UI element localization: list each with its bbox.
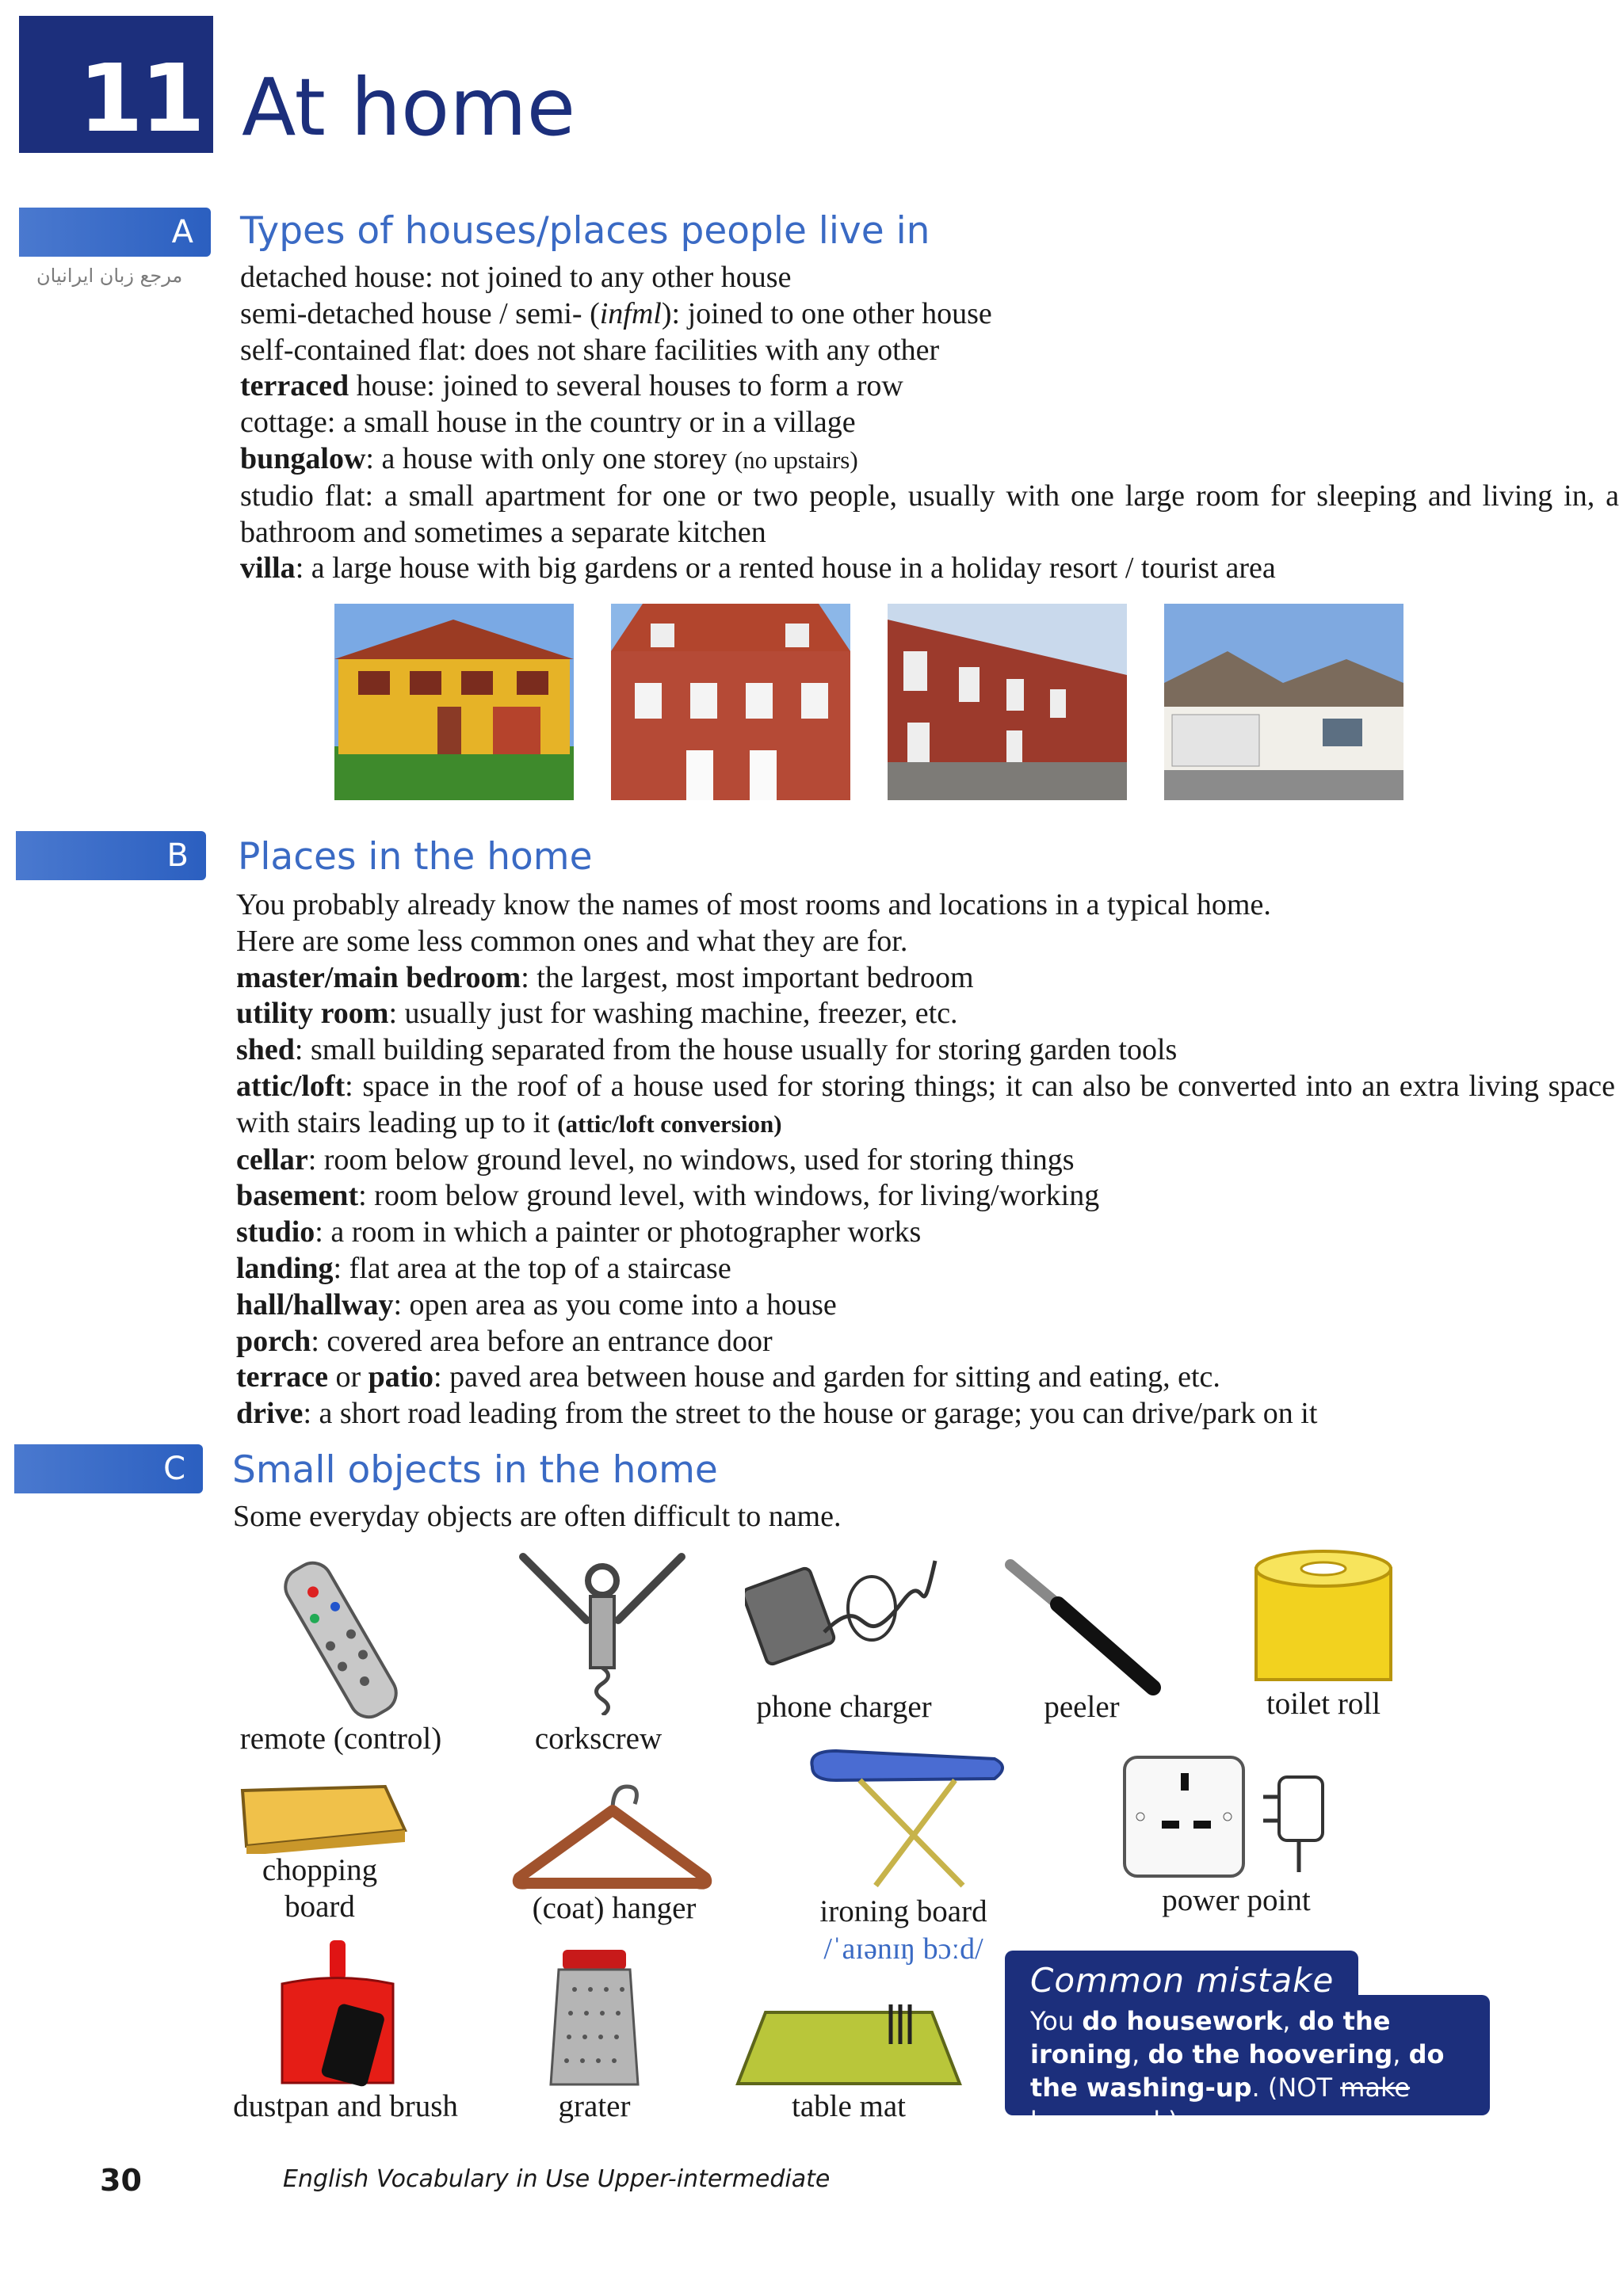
ironing-board-icon	[804, 1747, 1010, 1890]
def-bungalow: bungalow: a house with only one storey (no upstairs)	[240, 441, 858, 475]
section-c-title: Small objects in the home	[232, 1448, 718, 1492]
dustpan-and-brush-icon	[274, 1936, 401, 2087]
def-villa: villa: a large house with big gardens or a rented house in a holiday resort / tourist area	[240, 551, 1276, 585]
coat-hanger-label: (coat) hanger	[532, 1891, 697, 1925]
grater-icon	[547, 1946, 642, 2088]
chopping-board-label	[235, 1852, 405, 1925]
def-semi-detached: semi-detached house / semi- (infml): joined to one other house	[240, 296, 992, 330]
section-b-tab	[16, 831, 206, 880]
def-attic: attic/loft: space in the roof of a house used for storing things; it can also be converted into an extra living space with stairs leading up to it (attic/loft conversion)	[236, 1069, 1615, 1139]
section-b-title: Places in the home	[238, 835, 593, 879]
def-basement: basement: room below ground level, with windows, for living/working	[236, 1179, 1100, 1213]
section-c-letter: C	[163, 1451, 185, 1487]
def-studio: studio: a room in which a painter or photographer works	[236, 1215, 922, 1249]
unit-number: 11	[78, 44, 202, 153]
def-utility-room: utility room: usually just for washing machine, freezer, etc.	[236, 997, 958, 1031]
ironing-board-phonetic: /ˈaɪənɪŋ bɔːd/	[823, 1932, 983, 1966]
watermark-text: مرجع زبان ایرانیان	[36, 265, 183, 287]
detached-house-photo	[334, 604, 574, 800]
bungalow-photo	[1164, 604, 1403, 800]
intro-line-1: You probably already know the names of most rooms and locations in a typical home.	[236, 888, 1271, 921]
def-shed: shed: small building separated from the house usually for storing garden tools	[236, 1033, 1178, 1067]
section-a-title: Types of houses/places people live in	[240, 209, 930, 253]
dustpan-and-brush-label: dustpan and brush	[233, 2089, 458, 2123]
chopping-board-label-2: board	[285, 1890, 355, 1924]
page-title: At home	[242, 61, 576, 154]
page-number: 30	[100, 2163, 142, 2198]
peeler-label: peeler	[1044, 1690, 1120, 1724]
corkscrew-label: corkscrew	[534, 1722, 663, 1756]
coat-hanger-icon	[511, 1779, 713, 1890]
peeler-icon	[1002, 1557, 1161, 1695]
section-a-letter: A	[171, 214, 193, 250]
toilet-roll-icon	[1252, 1549, 1395, 1684]
remote-control-icon	[262, 1553, 420, 1727]
section-c-tab	[14, 1444, 203, 1493]
def-detached: detached house: not joined to any other house	[240, 261, 792, 294]
remote-control-label: remote (control)	[239, 1722, 442, 1756]
def-hallway: hall/hallway: open area as you come into a house	[236, 1287, 837, 1322]
book-title: English Vocabulary in Use Upper-intermediate	[283, 2165, 831, 2193]
intro-line-2: Here are some less common ones and what they are for.	[236, 924, 908, 958]
def-master-bedroom: master/main bedroom: the largest, most important bedroom	[236, 960, 974, 994]
unit-number-box	[19, 16, 213, 153]
power-point-icon	[1121, 1753, 1350, 1880]
section-b-letter: B	[166, 837, 189, 874]
def-terrace: terrace or patio: paved area between house and garden for sitting and eating, etc.	[236, 1360, 1220, 1394]
common-mistake-text: You do housework, do the ironing, do the hoovering, do the washing-up. (NOT make housework)	[1030, 2006, 1445, 2136]
def-studio-flat: studio flat: a small apartment for one or two people, usually with one large room for sleeping and living in, a bathroom and sometimes a separate kitchen	[240, 479, 1619, 549]
grater-label: grater	[558, 2089, 631, 2123]
table-mat-label: table mat	[791, 2089, 907, 2123]
corkscrew-icon	[515, 1549, 689, 1715]
common-mistake-heading: Common mistake	[1005, 1951, 1358, 2009]
def-terraced: terraced house: joined to several houses to form a row	[240, 369, 903, 403]
def-self-contained: self-contained flat: does not share facilities with any other	[240, 333, 940, 367]
ironing-board-label: ironing board	[819, 1894, 987, 1928]
chopping-board-icon	[235, 1783, 409, 1854]
power-point-label: power point	[1162, 1883, 1311, 1917]
def-cellar: cellar: room below ground level, no windows, used for storing things	[236, 1142, 1075, 1177]
def-cottage: cottage: a small house in the country or in a village	[240, 406, 856, 440]
section-c-intro: Some everyday objects are often difficult to name.	[233, 1500, 842, 1533]
toilet-roll-label: toilet roll	[1266, 1687, 1381, 1721]
def-drive: drive: a short road leading from the street to the house or garage; you can drive/park on it	[236, 1397, 1318, 1431]
section-a-tab	[19, 208, 211, 257]
terraced-houses-photo	[888, 604, 1127, 800]
section-a-definitions	[240, 260, 1619, 587]
table-mat-icon	[734, 1997, 964, 2092]
def-porch: porch: covered area before an entrance door	[236, 1324, 773, 1358]
phone-charger-icon	[745, 1553, 943, 1695]
semi-detached-house-photo	[611, 604, 850, 800]
section-b-definitions	[236, 887, 1615, 1432]
def-landing: landing: flat area at the top of a staircase	[236, 1251, 731, 1285]
phone-charger-label: phone charger	[756, 1690, 932, 1724]
chopping-board-label-1: chopping	[262, 1853, 378, 1887]
